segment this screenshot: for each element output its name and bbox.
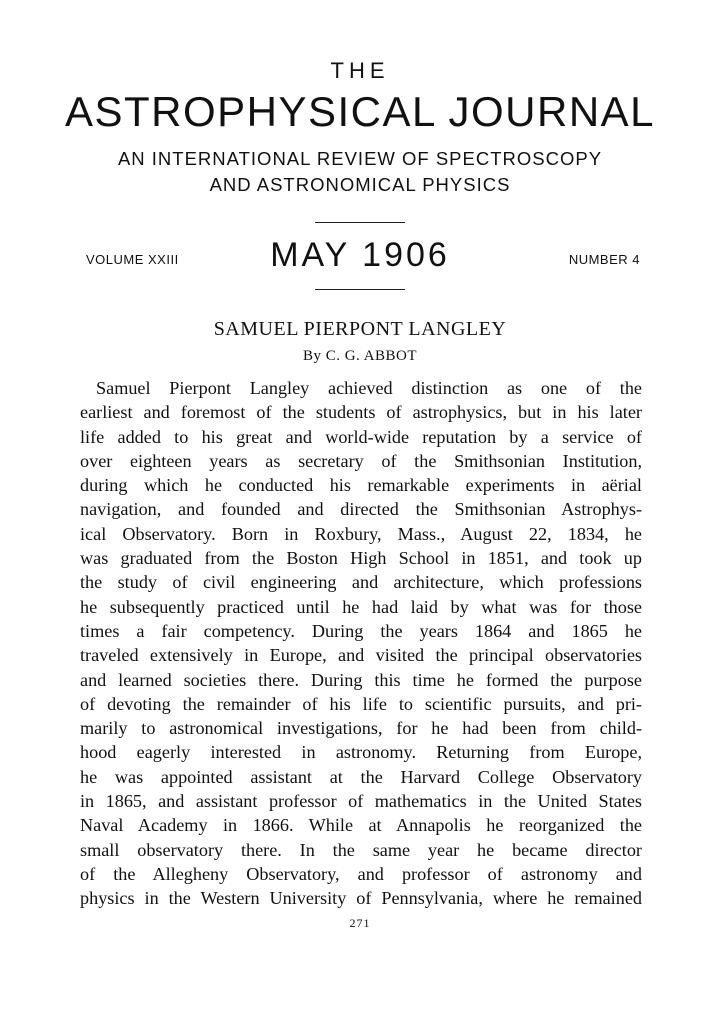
body-line: and learned societies there. During this time he formed the purpose xyxy=(80,669,642,690)
issue-date: MAY 1906 xyxy=(270,236,450,274)
article-body xyxy=(80,376,642,911)
body-line: Samuel Pierpont Langley achieved distinction as one of the xyxy=(96,378,642,398)
body-line: navigation, and founded and directed the Smithsonian Astrophys- xyxy=(80,499,642,520)
body-line: of the Allegheny Observatory, and professor of astronomy and xyxy=(80,863,642,884)
page-number: 271 xyxy=(349,916,371,930)
body-line: of devoting the remainder of his life to scientific pursuits, and pri- xyxy=(80,693,642,714)
body-line: marily to astronomical investigations, for he had been from child- xyxy=(80,718,642,739)
body-line: the study of civil engineering and architecture, which professions xyxy=(80,572,642,593)
body-line: Naval Academy in 1866. While at Annapolis he reorganized the xyxy=(80,815,642,836)
article-title: SAMUEL PIERPONT LANGLEY xyxy=(213,318,507,340)
article-byline: By C. G. ABBOT xyxy=(302,348,418,364)
bottom-rule xyxy=(315,289,405,290)
journal-subtitle-line2: AND ASTRONOMICAL PHYSICS xyxy=(209,174,511,195)
body-line: ical Observatory. Born in Roxbury, Mass., August 22, 1834, he xyxy=(80,523,642,544)
volume-label: VOLUME XXIII xyxy=(86,252,179,267)
top-rule xyxy=(315,222,405,223)
body-line: in 1865, and assistant professor of mathematics in the United States xyxy=(80,791,642,812)
body-line: physics in the Western University of Pennsylvania, where he remained xyxy=(80,888,642,909)
body-line: over eighteen years as secretary of the Smithsonian Institution, xyxy=(80,450,642,471)
journal-title: ASTROPHYSICAL JOURNAL xyxy=(64,88,656,135)
body-line: hood eagerly interested in astronomy. Returning from Europe, xyxy=(80,742,642,763)
body-line: times a fair competency. During the years 1864 and 1865 he xyxy=(80,620,642,641)
journal-the: THE xyxy=(330,58,390,83)
body-line: small observatory there. In the same year he became director xyxy=(80,839,642,860)
body-line: traveled extensively in Europe, and visited the principal observatories xyxy=(80,645,642,666)
body-line: earliest and foremost of the students of astrophysics, but in his later xyxy=(80,402,642,423)
body-line: life added to his great and world-wide reputation by a service of xyxy=(80,426,642,447)
issue-number: NUMBER 4 xyxy=(568,252,640,267)
journal-subtitle-line1: AN INTERNATIONAL REVIEW OF SPECTROSCOPY xyxy=(117,148,603,169)
body-line: was graduated from the Boston High School in 1851, and took up xyxy=(80,548,642,569)
body-line: he was appointed assistant at the Harvard College Observatory xyxy=(80,766,642,787)
body-line: he subsequently practiced until he had laid by what was for those xyxy=(80,596,642,617)
body-line: during which he conducted his remarkable experiments in aërial xyxy=(80,475,642,496)
